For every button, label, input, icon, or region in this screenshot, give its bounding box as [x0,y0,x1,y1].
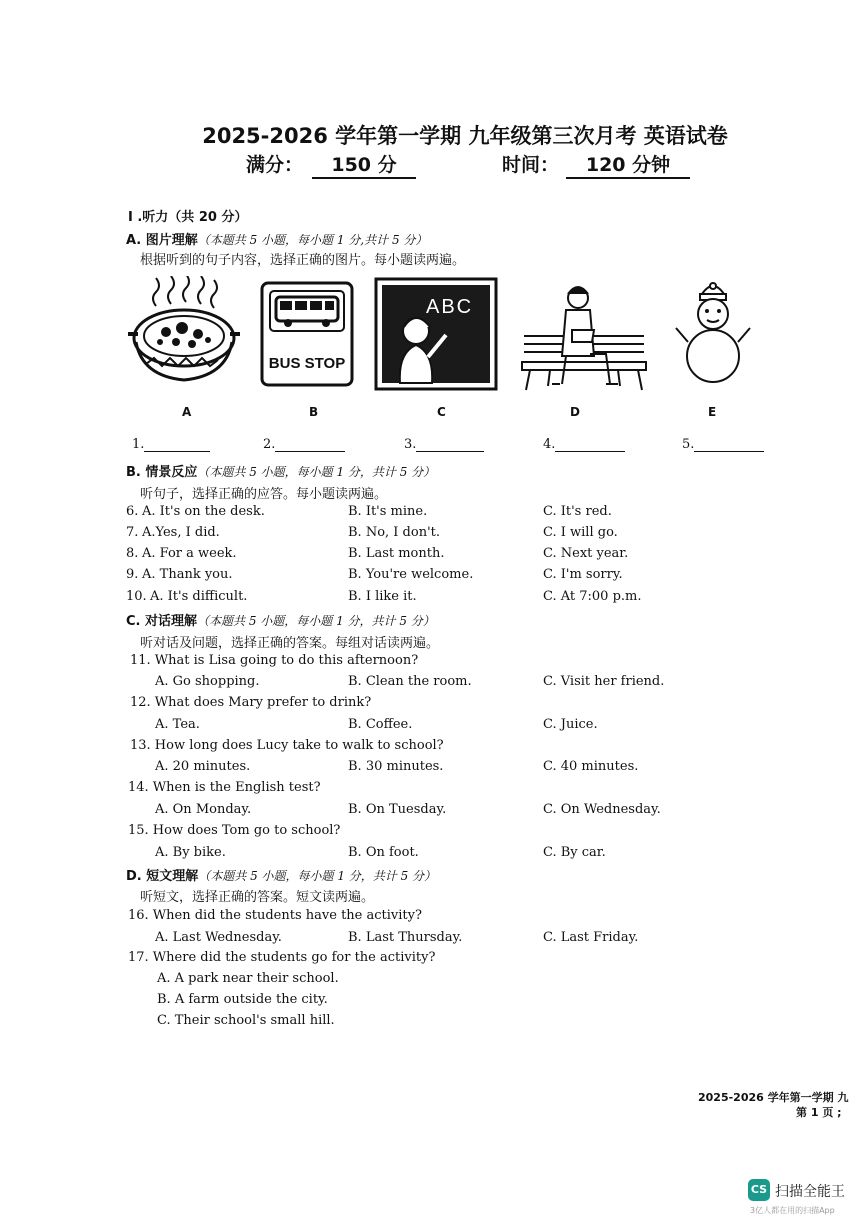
q13-option-a: A. 20 minutes. [155,759,251,774]
time-value: 120 分钟 [566,150,690,179]
blackboard-text: ABC [426,296,474,318]
section-c-instruction: 听对话及问题，选择正确的答案。每组对话读两遍。 [140,636,440,651]
q15-stem: 15. How does Tom go to school? [128,823,341,838]
answer-number: 3. [404,437,417,452]
q13-option-c: C. 40 minutes. [543,759,639,774]
answer-blank-4[interactable] [543,437,625,452]
snowman-icon [672,282,754,386]
q6-option-a: A. It's on the desk. [142,504,265,519]
picture-d [520,280,648,392]
q7-number: 7. [126,525,139,540]
q16-option-c: C. Last Friday. [543,930,639,945]
q11-stem: 11. What is Lisa going to do this afternoon? [130,653,419,668]
answer-blank-1[interactable] [132,437,210,452]
girl-at-blackboard-icon [374,277,498,391]
q10-option-b: B. I like it. [348,589,417,604]
q13-option-b: B. 30 minutes. [348,759,444,774]
section-a-note: （本题共 5 小题，每小题 1 分,共计 5 分） [197,233,428,247]
section-a-instruction: 根据听到的句子内容，选择正确的图片。每小题读两遍。 [140,253,466,268]
q11-option-a: A. Go shopping. [155,674,260,689]
q12-stem: 12. What does Mary prefer to drink? [130,695,372,710]
full-marks-label: 满分： [246,154,304,176]
q7-option-c: C. I will go. [543,525,618,540]
q6-option-b: B. It's mine. [348,504,428,519]
exam-title: 2025-2026 学年第一学期 九年级第三次月考 英语试卷 [202,124,728,148]
section-b-title: B. 情景反应 [126,465,198,480]
q9-option-c: C. I'm sorry. [543,567,623,582]
answer-number: 2. [263,437,276,452]
bus-stop-sign-text: BUS STOP [268,355,346,372]
section-d-note: （本题共 5 小题，每小题 1 分，共计 5 分） [198,869,437,883]
answer-blank-2[interactable] [263,437,345,452]
q15-option-b: B. On foot. [348,845,419,860]
q12-option-b: B. Coffee. [348,717,413,732]
time-label: 时间： [502,154,560,176]
section-d-title: D. 短文理解 [126,869,199,884]
q13-stem: 13. How long does Lucy take to walk to school? [130,738,444,753]
q6-number: 6. [126,504,139,519]
full-marks-value: 150 分 [312,150,416,179]
section-a-heading [126,229,427,248]
q10-number: 10. [126,589,147,604]
picture-c [374,277,498,391]
q17-option-b: B. A farm outside the city. [157,992,328,1007]
answer-blank-5[interactable] [682,437,764,452]
picture-letter-a: A [182,405,192,419]
q12-option-c: C. Juice. [543,717,598,732]
answer-number: 1. [132,437,145,452]
section-c-note: （本题共 5 小题，每小题 1 分，共计 5 分） [197,614,435,628]
q15-option-c: C. By car. [543,845,606,860]
q10-option-a: A. It's difficult. [150,589,248,604]
hotpot-icon [126,276,242,390]
q6-option-c: C. It's red. [543,504,612,519]
q14-option-a: A. On Monday. [155,802,252,817]
section-b-heading [126,461,435,480]
section-b-note: （本题共 5 小题，每小题 1 分，共计 5 分） [197,465,436,479]
picture-letter-b: B [309,405,319,419]
q16-option-b: B. Last Thursday. [348,930,463,945]
q14-option-c: C. On Wednesday. [543,802,661,817]
camscanner-tagline: 3亿人都在用的扫描App [750,1206,835,1215]
picture-a [126,276,242,390]
q9-option-a: A. Thank you. [142,567,233,582]
q7-option-a: A.Yes, I did. [142,525,220,540]
q7-option-b: B. No, I don't. [348,525,441,540]
q10-option-c: C. At 7:00 p.m. [543,589,642,604]
answer-number: 4. [543,437,556,452]
answer-number: 5. [682,437,695,452]
q11-option-b: B. Clean the room. [348,674,472,689]
picture-letter-d: D [570,405,580,419]
section-d-heading [126,865,436,884]
camscanner-logo-icon: CS [748,1179,770,1201]
q8-number: 8. [126,546,139,561]
q8-option-a: A. For a week. [142,546,237,561]
q17-option-a: A. A park near their school. [157,971,339,986]
q8-option-c: C. Next year. [543,546,629,561]
camscanner-name: 扫描全能王 [775,1184,845,1200]
section-c-heading [126,610,435,629]
answer-blank-3[interactable] [404,437,484,452]
q17-option-c: C. Their school's small hill. [157,1013,335,1028]
q14-stem: 14. When is the English test? [128,780,321,795]
page-footer-title: 2025-2026 学年第一学期 九 [698,1091,849,1104]
section-d-instruction: 听短文，选择正确的答案。短文读两遍。 [140,890,375,905]
q16-option-a: A. Last Wednesday. [155,930,282,945]
section-b-instruction: 听句子，选择正确的应答。每小题读两遍。 [140,487,388,502]
picture-letter-e: E [708,405,717,419]
page-number: 第 1 页 ; [796,1106,842,1119]
section-c-title: C. 对话理解 [126,614,198,629]
q17-stem: 17. Where did the students go for the activity? [128,950,436,965]
q8-option-b: B. Last month. [348,546,445,561]
q15-option-a: A. By bike. [155,845,226,860]
part-heading: I .听力（共 20 分） [128,210,248,225]
q11-option-c: C. Visit her friend. [543,674,665,689]
q9-option-b: B. You're welcome. [348,567,474,582]
q14-option-b: B. On Tuesday. [348,802,447,817]
q9-number: 9. [126,567,139,582]
picture-letter-c: C [437,405,446,419]
q12-option-a: A. Tea. [155,717,200,732]
q16-stem: 16. When did the students have the activity? [128,908,422,923]
section-a-title: A. 图片理解 [126,233,198,248]
boy-reading-on-bench-icon [520,280,648,392]
picture-e [672,282,754,386]
